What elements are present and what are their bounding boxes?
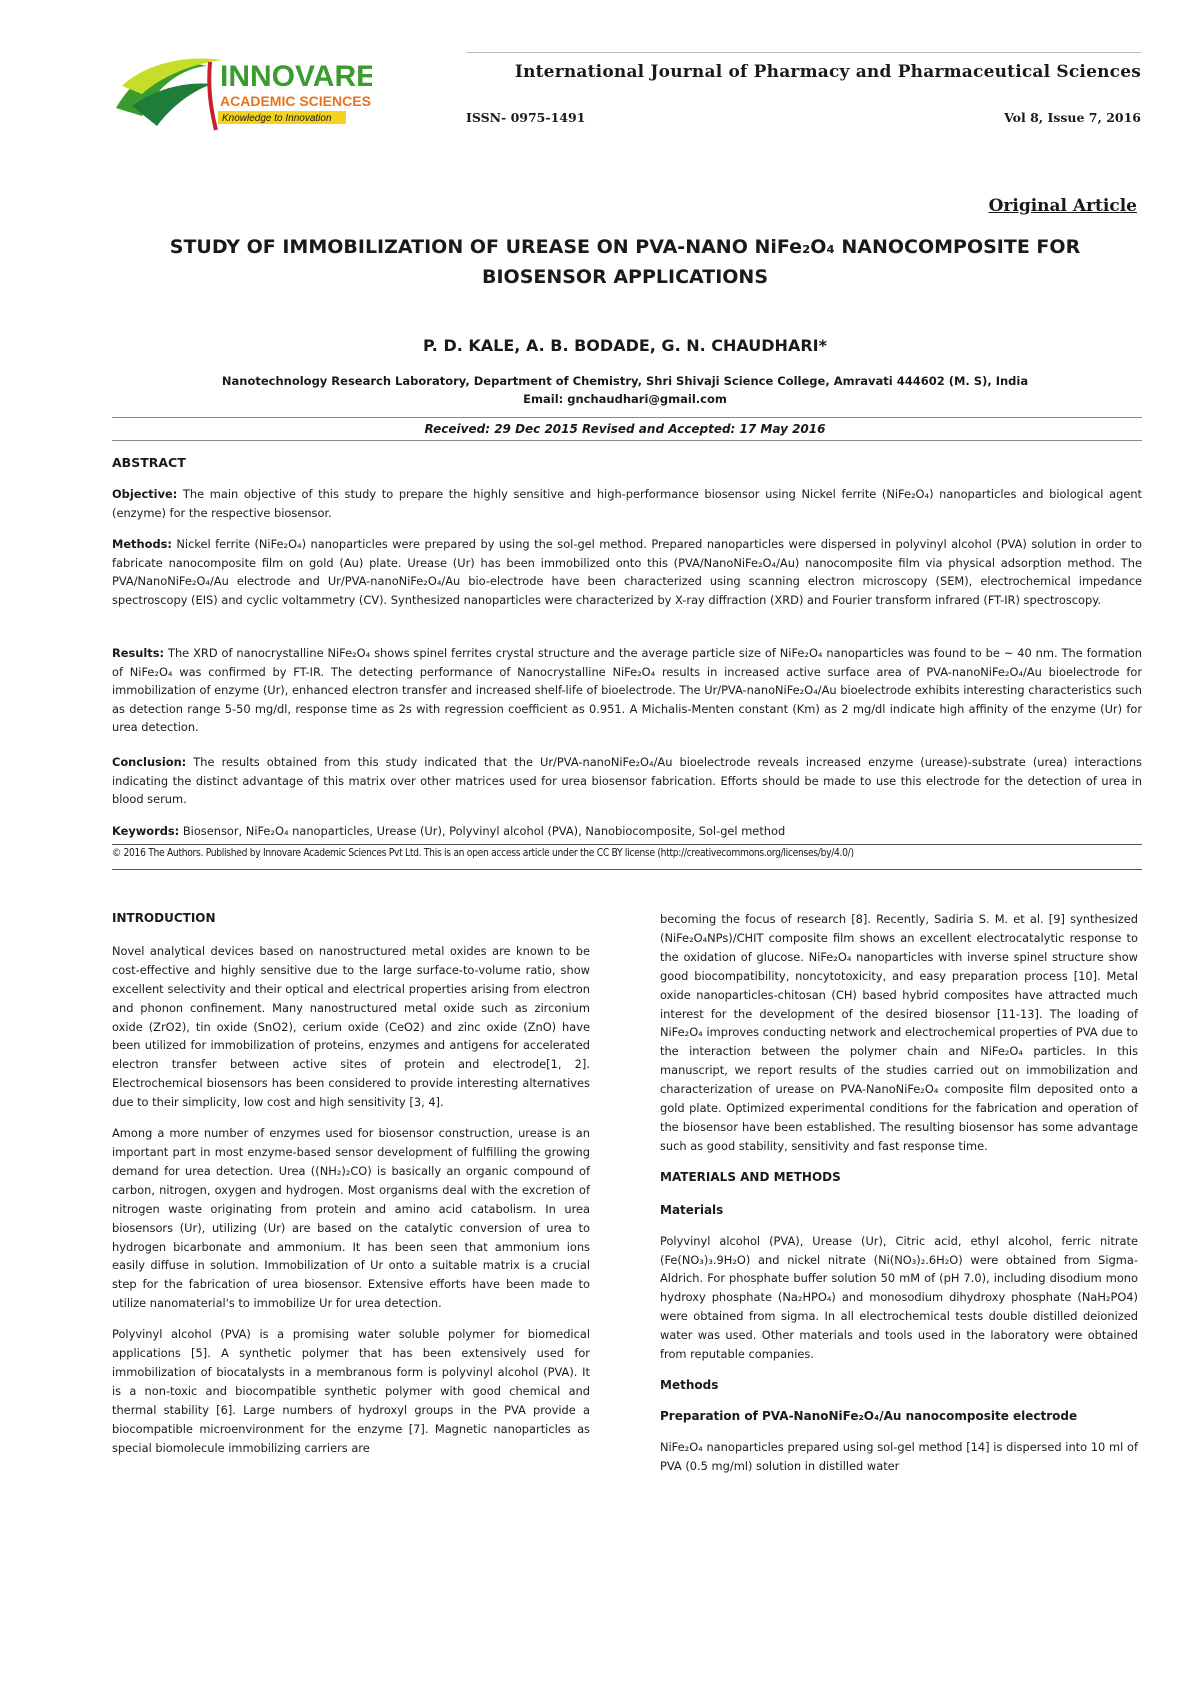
introduction-heading: INTRODUCTION bbox=[112, 911, 216, 925]
methods-subheading: Methods bbox=[660, 1377, 719, 1392]
methods-label: Methods: bbox=[112, 537, 172, 551]
volume-issue: Vol 8, Issue 7, 2016 bbox=[1004, 110, 1141, 125]
received-dates: Received: 29 Dec 2015 Revised and Accepted: 17 May 2016 bbox=[424, 422, 826, 436]
divider bbox=[112, 440, 1142, 441]
intro-paragraph-4: becoming the focus of research [8]. Recently, Sadiria S. M. et al. [9] synthesized (NiFe₂O₄NPs)/CHIT composite film shows an excellent electrocatalytic response to the oxidation of glucose. NiFe₂O₄ nanoparticles with inverse spinel structure show good biocompatibility, noncytotoxicity, and easy preparation process [10]. Metal oxide nanoparticles-chitosan (CH) based hybrid composites have attracted much interest for the development of the desired biosensor [11-13]. The loading of NiFe₂O₄ improves conducting network and electrochemical properties of PVA due to the interaction between the polymer chain and NiFe₂O₄ particles. In this manuscript, we report results of the studies carried out on immobilization and characterization of urease on PVA-NanoNiFe₂O₄ composite film deposited onto a gold plate. Optimized experimental conditions for the fabrication and operation of the biosensor have been established. The resulting biosensor has some advantage such as good stability, sensitivity and fast response time. bbox=[660, 912, 1138, 1153]
divider bbox=[112, 869, 1142, 870]
results-text: The XRD of nanocrystalline NiFe₂O₄ shows spinel ferrites crystal structure and the average particle size of NiFe₂O₄ nanoparticles was found to be ~ 40 nm. The formation of NiFe₂O₄ was confirmed by FT-IR. The detecting performance of Nanocrystalline NiFe₂O₄ results in increased active surface area of PVA-nanoNiFe₂O₄/Au bioelectrode for immobilization of enzyme (Ur), enhanced electron transfer and increased shelf-life of bioelectrode. The Ur/PVA-nanoNiFe₂O₄/Au bioelectrode exhibits interesting characteristics such as detection range 5-50 mg/dl, response time as 2s with regression coefficient as 0.951. A Michalis-Menten constant (Km) as 2 mg/dl indicate high affinity of the enzyme (Ur) for urea detection. bbox=[112, 646, 1142, 734]
article-type: Original Article bbox=[988, 196, 1137, 216]
paper-title: STUDY OF IMMOBILIZATION OF UREASE ON PVA-NANO NiFe₂O₄ NANOCOMPOSITE FOR BIOSENSOR APPLICATIONS bbox=[169, 236, 1081, 288]
logo-swoosh bbox=[209, 62, 216, 130]
objective-label: Objective: bbox=[112, 487, 178, 501]
objective-text: The main objective of this study to prepare the highly sensitive and high-performance biosensor using Nickel ferrite (NiFe₂O₄) nanoparticles and biological agent (enzyme) for the respective biosensor. bbox=[112, 487, 1142, 520]
keywords-text: Biosensor, NiFe₂O₄ nanoparticles, Urease (Ur), Polyvinyl alcohol (PVA), Nanobiocomposite, Sol-gel method bbox=[179, 824, 786, 838]
authors: P. D. KALE, A. B. BODADE, G. N. CHAUDHARI* bbox=[423, 336, 827, 355]
materials-paragraph: Polyvinyl alcohol (PVA), Urease (Ur), Citric acid, ethyl alcohol, ferric nitrate (Fe(NO₃)₃.9H₂O) and nickel nitrate (Ni(NO₃)₂.6H₂O) were obtained from Sigma-Aldrich. For phosphate buffer solution 50 mM of (pH 7.0), including disodium mono hydroxy phosphate (Na₂HPO₄) and monosodium dihydroxy phosphate (NaH₂PO4) were obtained from sigma. In all electrochemical tests double distilled deionized water was used. Other materials and tools used in the laboratory were obtained from reputable companies. bbox=[660, 1233, 1138, 1362]
header-rule bbox=[466, 52, 1141, 53]
materials-methods-heading: MATERIALS AND METHODS bbox=[660, 1169, 841, 1184]
abstract-results bbox=[112, 644, 1142, 737]
methods-text: Nickel ferrite (NiFe₂O₄) nanoparticles were prepared by using the sol-gel method. Prepared nanoparticles were dispersed in polyvinyl alcohol (PVA) solution in order to fabricate nanocomposite film on gold (Au) plate. Urease (Ur) has been immobilized onto this (PVA/NanoNiFe₂O₄/Au) nanocomposite film via physical adsorption method. The PVA/NanoNiFe₂O₄/Au electrode and Ur/PVA-nanoNiFe₂O₄/Au bio-electrode have been characterized using scanning electron microscopy (SEM), electrochemical impedance spectroscopy (EIS) and cyclic voltammetry (CV). Synthesized nanoparticles were characterized by X-ray diffraction (XRD) and Fourier transform infrared (FT-IR) spectroscopy. bbox=[112, 537, 1142, 607]
left-column bbox=[112, 909, 590, 1469]
abstract-keywords bbox=[112, 822, 1142, 841]
divider bbox=[112, 844, 1142, 845]
materials-subheading: Materials bbox=[660, 1202, 724, 1217]
journal-logo bbox=[112, 46, 372, 136]
abstract-objective bbox=[112, 485, 1142, 522]
issn: ISSN- 0975-1491 bbox=[466, 110, 586, 125]
preparation-subheading: Preparation of PVA-NanoNiFe₂O₄/Au nanocomposite electrode bbox=[660, 1408, 1078, 1423]
conclusion-text: The results obtained from this study indicated that the Ur/PVA-nanoNiFe₂O₄/Au bioelectrode reveals increased enzyme (urease)-substrate (urea) interactions indicating the distinct advantage of this matrix over other matrices used for urea biosensor fabrication. Efforts should be made to use this electrode for the detection of urea in blood serum. bbox=[112, 755, 1142, 806]
logo-tagline-text: Knowledge to Innovation bbox=[222, 113, 332, 124]
intro-paragraph-3: Polyvinyl alcohol (PVA) is a promising water soluble polymer for biomedical applications [5]. A synthetic polymer that has been extensively used for immobilization of biocatalysts in a membranous form is polyvinyl alcohol (PVA). It is a non-toxic and biocompatible synthetic polymer with good chemical and thermal stability [6]. Large numbers of hydroxyl groups in the PVA provide a biocompatible microenvironment for the enzyme [7]. Magnetic nanoparticles as special biomolecule immobilizing carriers are bbox=[112, 1327, 590, 1455]
conclusion-label: Conclusion: bbox=[112, 755, 187, 769]
abstract-conclusion bbox=[112, 753, 1142, 809]
preparation-paragraph: NiFe₂O₄ nanoparticles prepared using sol-gel method [14] is dispersed into 10 ml of PVA (0.5 mg/ml) solution in distilled water bbox=[660, 1439, 1138, 1473]
keywords-label: Keywords: bbox=[112, 824, 180, 838]
divider bbox=[112, 417, 1142, 418]
affiliation-block bbox=[110, 372, 1140, 408]
abstract-methods bbox=[112, 535, 1142, 609]
abstract-heading: ABSTRACT bbox=[112, 455, 186, 470]
intro-paragraph-2: Among a more number of enzymes used for biosensor construction, urease is an important part in most enzyme-based sensor development of fulfilling the growing demand for urea detection. Urea ((NH₂)₂CO) is basically an organic compound of carbon, nitrogen, oxygen and hydrogen. Most organisms deal with the excretion of nitrogen waste originating from protein and amino acid catabolism. In urea biosensors (Ur), utilizing (Ur) are based on the catalytic conversion of urea to hydrogen bicarbonate and ammonium. It has been seen that ammonium ions easily diffuse in solution. Immobilization of Ur onto a suitable matrix is a crucial step for the fabrication of urea biosensor. Extensive efforts have been made to utilize nanomaterial's to immobilize Ur for urea detection. bbox=[112, 1126, 590, 1311]
copyright-notice: © 2016 The Authors. Published by Innovare Academic Sciences Pvt Ltd. This is an open access article under the CC BY license (http://creativecommons.org/licenses/by/4.0/) bbox=[112, 848, 854, 859]
logo-subtitle-text: ACADEMIC SCIENCES bbox=[220, 93, 371, 109]
journal-name: International Journal of Pharmacy and Pharmaceutical Sciences bbox=[514, 62, 1141, 82]
logo-brand-text: INNOVARE bbox=[220, 60, 372, 93]
innovare-logo-graphic bbox=[112, 46, 372, 136]
affiliation: Nanotechnology Research Laboratory, Department of Chemistry, Shri Shivaji Science College, Amravati 444602 (M. S), India bbox=[221, 374, 1029, 388]
results-label: Results: bbox=[112, 646, 165, 660]
intro-paragraph-1: Novel analytical devices based on nanostructured metal oxides are known to be cost-effective and highly sensitive due to the large surface-to-volume ratio, show excellent selectivity and their optical and electrical properties arising from electron and phonon confinement. Many nanostructured metal oxide such as zirconium oxide (ZrO2), tin oxide (SnO2), cerium oxide (CeO2) and zinc oxide (ZnO) have been utilized for immobilization of proteins, enzymes and antigens for accelerated electron transfer between active sites of protein and electrode[1, 2]. Electrochemical biosensors has been considered to provide interesting alternatives due to their simplicity, low cost and high sensitivity [3, 4]. bbox=[112, 943, 590, 1110]
right-column bbox=[660, 910, 1138, 1488]
email[interactable]: Email: gnchaudhari@gmail.com bbox=[523, 392, 727, 406]
